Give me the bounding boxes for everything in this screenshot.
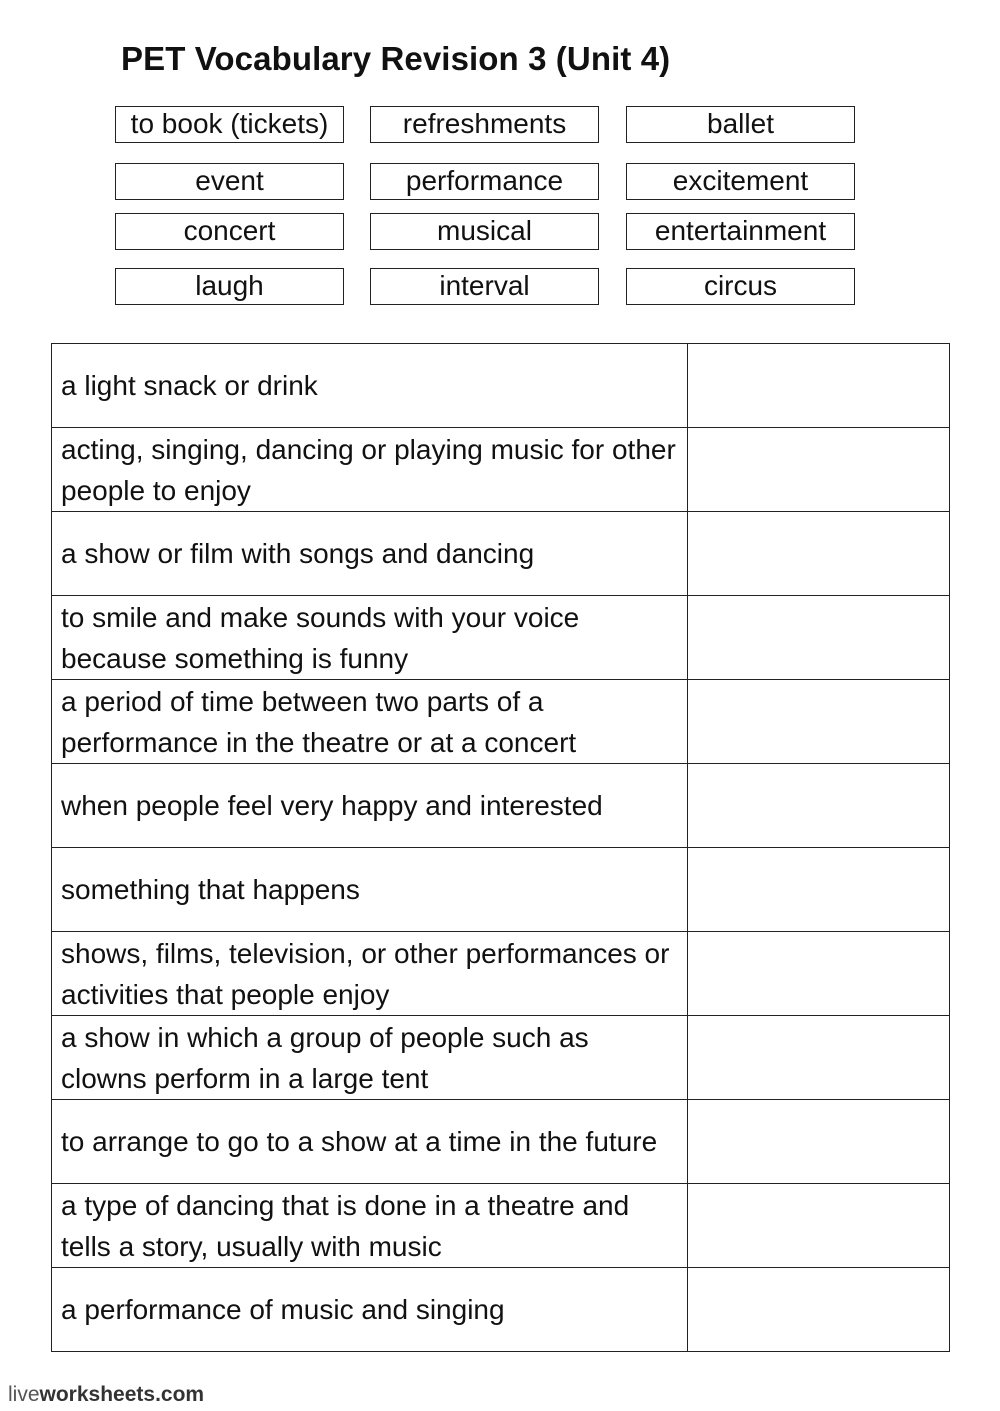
footer-brand-bold: worksheets.com xyxy=(39,1383,205,1406)
answer-cell[interactable] xyxy=(688,1100,950,1184)
answer-cell[interactable] xyxy=(688,596,950,680)
answer-input[interactable] xyxy=(688,1268,949,1351)
answer-input[interactable] xyxy=(688,512,949,595)
table-row xyxy=(52,1016,950,1100)
table-row xyxy=(52,1184,950,1268)
answer-input[interactable] xyxy=(688,344,949,427)
word-bank-item[interactable]: interval xyxy=(370,268,599,305)
table-row xyxy=(52,848,950,932)
footer-brand-light: live xyxy=(8,1383,40,1406)
answer-input[interactable] xyxy=(688,1100,949,1183)
table-row xyxy=(52,1268,950,1352)
answer-cell[interactable] xyxy=(688,1016,950,1100)
word-bank-item[interactable]: circus xyxy=(626,268,855,305)
table-row xyxy=(52,932,950,1016)
page-title: PET Vocabulary Revision 3 (Unit 4) xyxy=(121,40,671,77)
word-bank-item[interactable]: to book (tickets) xyxy=(115,106,344,143)
table-row xyxy=(52,680,950,764)
word-bank-item[interactable]: musical xyxy=(370,213,599,250)
definition-text: shows, films, television, or other performances or activities that people enjoy xyxy=(52,932,688,1016)
definition-text: a period of time between two parts of a performance in the theatre or at a concert xyxy=(52,680,688,764)
definition-text: to smile and make sounds with your voice because something is funny xyxy=(52,596,688,680)
word-bank-item[interactable]: excitement xyxy=(626,163,855,200)
answer-input[interactable] xyxy=(688,428,949,511)
answer-input[interactable] xyxy=(688,680,949,763)
word-bank-item[interactable]: entertainment xyxy=(626,213,855,250)
table-row xyxy=(52,1100,950,1184)
definition-text: a show in which a group of people such as clowns perform in a large tent xyxy=(52,1016,688,1100)
answer-input[interactable] xyxy=(688,764,949,847)
answer-input[interactable] xyxy=(688,596,949,679)
word-bank-item[interactable]: ballet xyxy=(626,106,855,143)
definition-text: a light snack or drink xyxy=(52,344,688,428)
definition-text: a performance of music and singing xyxy=(52,1268,688,1352)
definition-text: when people feel very happy and interested xyxy=(52,764,688,848)
definition-text: a type of dancing that is done in a theatre and tells a story, usually with music xyxy=(52,1184,688,1268)
word-bank-item[interactable]: laugh xyxy=(115,268,344,305)
answer-input[interactable] xyxy=(688,848,949,931)
footer-logo xyxy=(8,1383,204,1407)
answer-cell[interactable] xyxy=(688,848,950,932)
answer-cell[interactable] xyxy=(688,1184,950,1268)
answer-cell[interactable] xyxy=(688,932,950,1016)
table-row xyxy=(52,596,950,680)
answer-cell[interactable] xyxy=(688,512,950,596)
answer-cell[interactable] xyxy=(688,680,950,764)
answer-cell[interactable] xyxy=(688,344,950,428)
answer-input[interactable] xyxy=(688,1016,949,1099)
definition-text: something that happens xyxy=(52,848,688,932)
answer-input[interactable] xyxy=(688,1184,949,1267)
table-row xyxy=(52,512,950,596)
word-bank-item[interactable]: concert xyxy=(115,213,344,250)
table-row xyxy=(52,764,950,848)
word-bank-item[interactable]: refreshments xyxy=(370,106,599,143)
definitions-table xyxy=(51,343,950,1352)
answer-cell[interactable] xyxy=(688,1268,950,1352)
answer-input[interactable] xyxy=(688,932,949,1015)
word-bank-item[interactable]: performance xyxy=(370,163,599,200)
table-row xyxy=(52,344,950,428)
answer-cell[interactable] xyxy=(688,764,950,848)
definition-text: a show or film with songs and dancing xyxy=(52,512,688,596)
answer-cell[interactable] xyxy=(688,428,950,512)
table-row xyxy=(52,428,950,512)
word-bank-item[interactable]: event xyxy=(115,163,344,200)
definition-text: to arrange to go to a show at a time in the future xyxy=(52,1100,688,1184)
definition-text: acting, singing, dancing or playing music for other people to enjoy xyxy=(52,428,688,512)
